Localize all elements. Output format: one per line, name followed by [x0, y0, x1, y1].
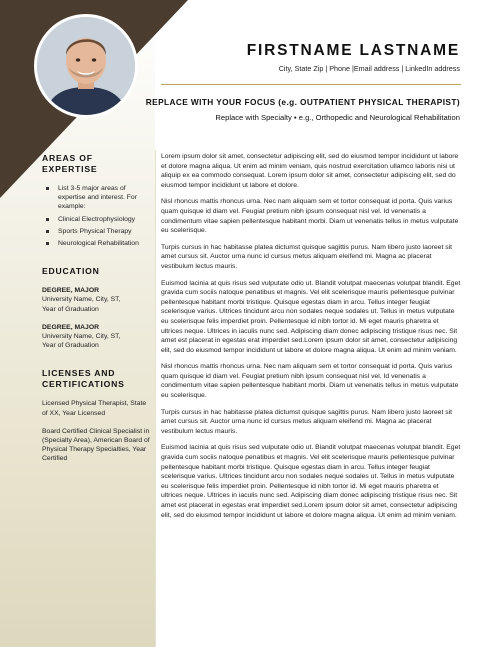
- expertise-item: Neurological Rehabilitation: [42, 239, 150, 248]
- body-paragraph: Euismod lacinia at quis risus sed vulputate odio ut. Blandit volutpat maecenas volutpat blandit. Eget gravida cum sociis natoque penatibus et magnis. Vel elit scelerisque mauris pellentesque pulvinar pellentesque habitant morbi tristique. Quisque egestas diam in arcu. Tellus integer feugiat scelerisque varius. Ultrices tincidunt arcu non sodales neque sodales ut. Tellus in metus vulputate eu scelerisque felis imperdiet proin. Pellentesque id nibh tortor id. Mi eget mauris pharetra et ultrices neque. Ultrices in iaculis nunc sed. Adipiscing diam donec adipiscing tristique risus nec. Sit amet est placerat in egestas erat imperdiet sed.Lorem ipsum dolor sit amet, consectetur adipiscing elit, sed do eiusmod tempor incididunt ut labore et dolore magna aliqua. Ut enim ad minim veniam.: [161, 444, 461, 519]
- expertise-item: List 3-5 major areas of expertise and interest. For example:: [42, 184, 150, 212]
- licenses-heading: LICENSES AND CERTIFICATIONS: [42, 368, 125, 390]
- sidebar-divider: [155, 150, 156, 647]
- bullet-icon: [46, 218, 49, 221]
- body-paragraph: Nisl rhoncus mattis rhoncus urna. Nec nam aliquam sem et tortor consequat id porta. Quis varius quam quisque id diam vel. Feugiat pretium nibh ipsum consequat nisl vel. Id venenatis a condimentum vitae sapien pellentesque habitant morbi. Diam ut venenatis tellus in metus vulputate eu scelerisque.: [161, 363, 459, 400]
- education-entry: [42, 286, 150, 314]
- expertise-item: Clinical Electrophysiology: [42, 215, 150, 224]
- license-entry: Licensed Physical Therapist, State of XX, Year Licensed: [42, 400, 147, 417]
- license-entry: Board Certified Clinical Specialist in (Specialty Area), American Board of Physical Therapy Specialties, Year Certified: [42, 427, 150, 463]
- graduation-year: Year of Graduation: [42, 342, 99, 350]
- profile-photo: [34, 14, 138, 118]
- expertise-item: Sports Physical Therapy: [42, 227, 150, 236]
- education-entry: [42, 323, 150, 351]
- expertise-list: [42, 184, 150, 248]
- degree-title: DEGREE, MAJOR: [42, 287, 100, 295]
- graduation-year: Year of Graduation: [42, 305, 99, 313]
- bullet-icon: [46, 242, 49, 245]
- profile-avatar-icon: [37, 17, 135, 115]
- body-paragraph: Lorem ipsum dolor sit amet, consectetur adipiscing elit, sed do eiusmod tempor incididunt ut labore et dolore magna aliqua. Ut enim ad minim veniam, quis nostrud exercitation ullamco laboris nisi ut aliquip ex ea commodo consequat. Lorem ipsum dolor sit amet, consectetur adipiscing elit, sed do eiusmod tempor incididunt ut labore et dolore.: [161, 153, 459, 189]
- summary-body: [161, 152, 461, 527]
- bullet-icon: [46, 187, 49, 190]
- header-divider: [161, 84, 461, 85]
- contact-info: City, State Zip | Phone |Email address | LinkedIn address: [278, 64, 460, 73]
- education-heading: EDUCATION: [42, 266, 100, 277]
- candidate-name: FIRSTNAME LASTNAME: [246, 42, 460, 59]
- body-paragraph: Turpis cursus in hac habitasse platea dictumst quisque sagittis purus. Nam libero justo laoreet sit amet cursus sit. Auctor urna nunc id cursus metus aliquam eleifend mi. Magna ac placerat vestibulum lectus mauris.: [161, 408, 453, 435]
- expertise-heading: AREAS OF EXPERTISE: [42, 153, 98, 174]
- bullet-icon: [46, 230, 49, 233]
- school-name: University Name, City, ST,: [42, 333, 121, 341]
- degree-title: DEGREE, MAJOR: [42, 323, 100, 331]
- professional-focus: REPLACE WITH YOUR FOCUS (e.g. OUTPATIENT PHYSICAL THERAPIST): [145, 97, 460, 107]
- specialty-line: Replace with Specialty ▪ e.g., Orthopedic and Neurological Rehabilitation: [215, 113, 460, 122]
- school-name: University Name, City, ST,: [42, 296, 121, 304]
- body-paragraph: Turpis cursus in hac habitasse platea dictumst quisque sagittis purus. Nam libero justo laoreet sit amet cursus sit. Auctor urna nunc id cursus metus aliquam eleifend mi. Magna ac placerat vestibulum lectus mauris.: [161, 243, 453, 270]
- body-paragraph: Euismod lacinia at quis risus sed vulputate odio ut. Blandit volutpat maecenas volutpat blandit. Eget gravida cum sociis natoque penatibus et magnis. Vel elit scelerisque mauris pellentesque pulvinar pellentesque habitant morbi tristique. Quisque egestas diam in arcu. Tellus integer feugiat scelerisque varius. Ultrices tincidunt arcu non sodales neque sodales ut. Tellus in metus vulputate eu scelerisque felis imperdiet proin. Pellentesque id nibh tortor id. Mi eget mauris pharetra et ultrices neque. Ultrices in iaculis nunc sed. Adipiscing diam donec adipiscing tristique risus nec. Sit amet est placerat in egestas erat imperdiet sed.Lorem ipsum dolor sit amet, consectetur adipiscing elit, sed do eiusmod tempor incididunt ut labore et dolore magna aliqua. Ut enim ad minim veniam.: [161, 279, 461, 354]
- body-paragraph: Nisl rhoncus mattis rhoncus urna. Nec nam aliquam sem et tortor consequat id porta. Quis varius quam quisque id diam vel. Feugiat pretium nibh ipsum consequat nisl vel. Id venenatis a condimentum vitae sapien pellentesque habitant morbi. Diam ut venenatis tellus in metus vulputate eu scelerisque.: [161, 198, 459, 235]
- sidebar: [42, 153, 150, 464]
